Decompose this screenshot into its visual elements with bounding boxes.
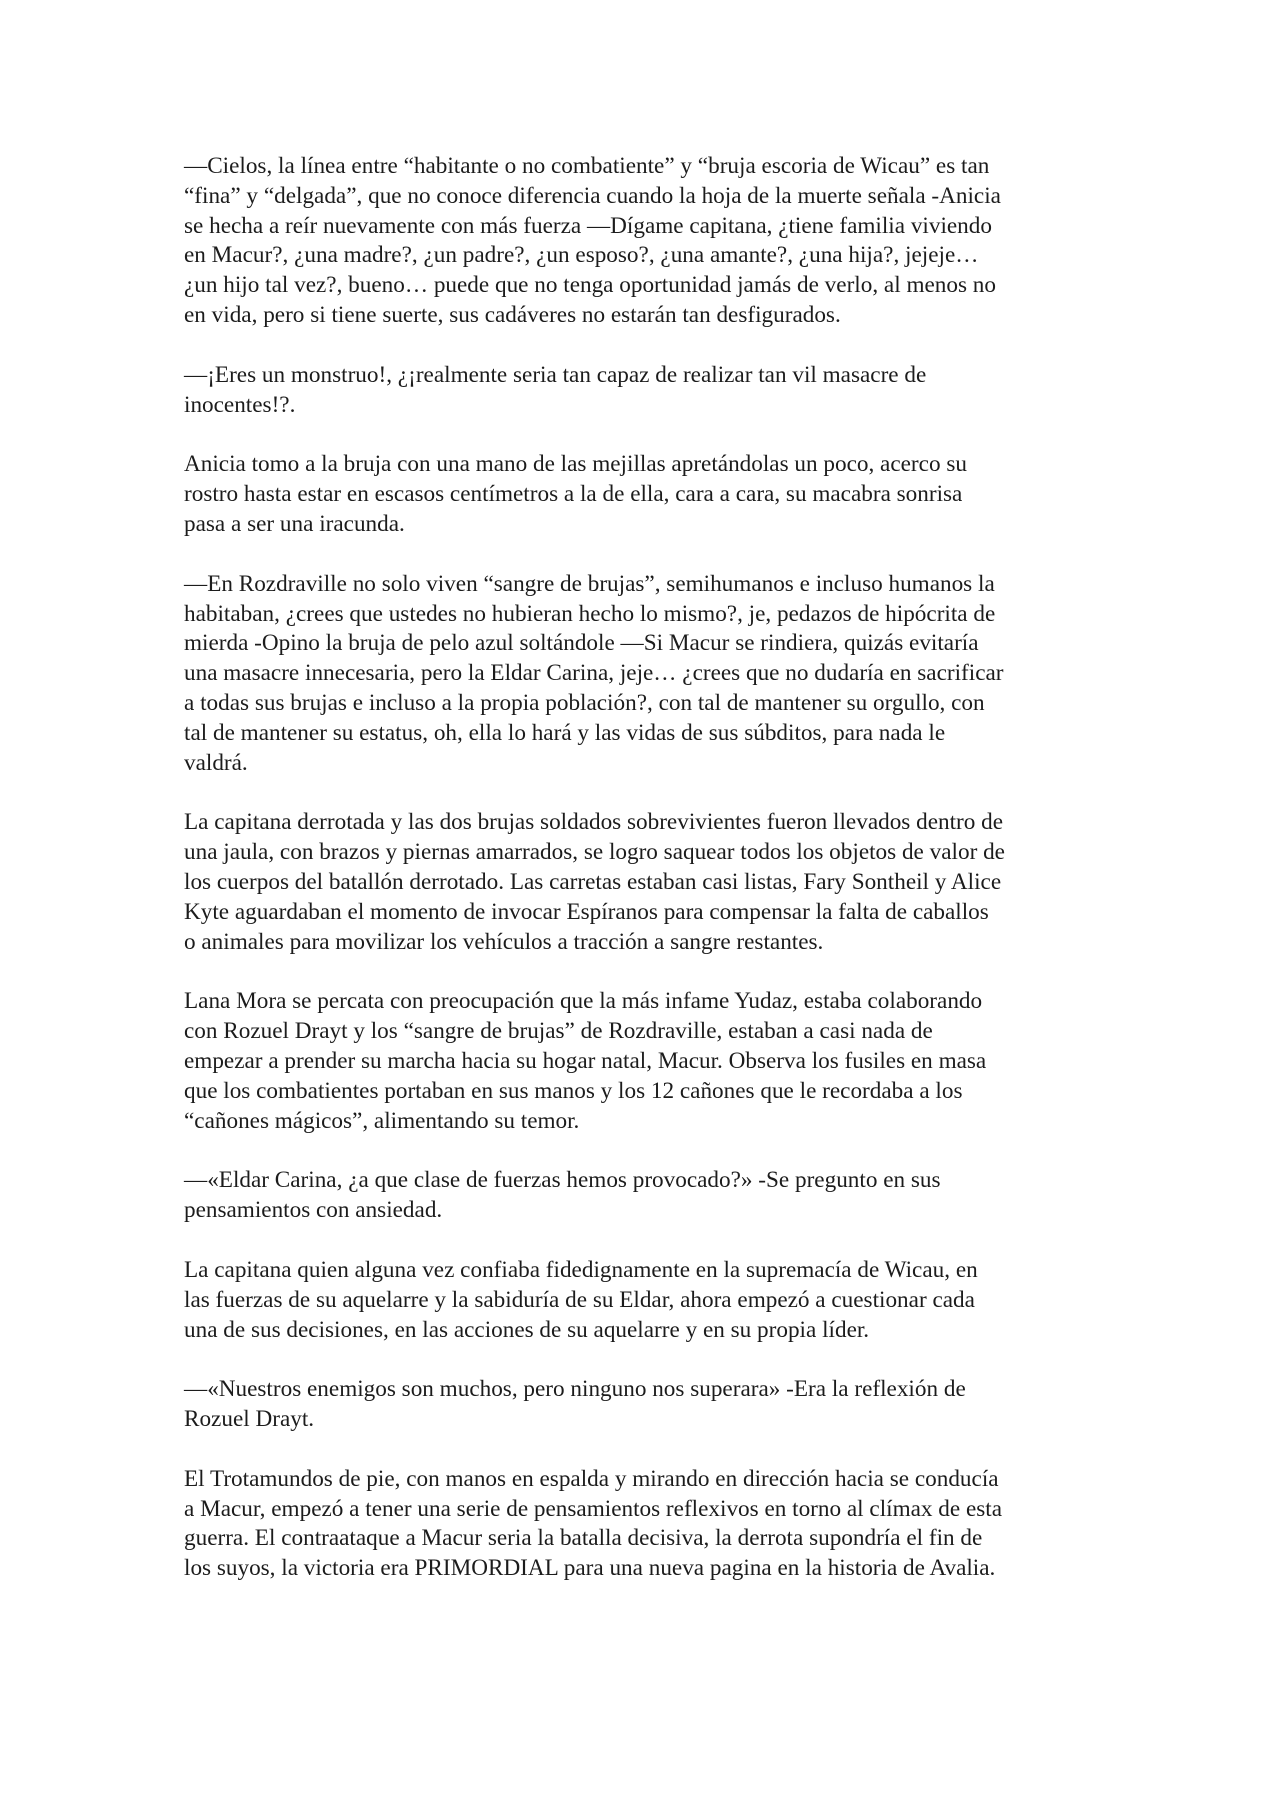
- paragraph-10: El Trotamundos de pie, con manos en espalda y mirando en dirección hacia se conducía a Macur, empezó a tener una serie de pensamientos reflexivos en torno al clímax de esta guerra. El contraataque a Macur seria la batalla decisiva, la derrota supondría el fin de los suyos, la victoria era PRIMORDIAL para una nueva pagina en la historia de Avalia.: [184, 1465, 1003, 1582]
- paragraph-1: —Cielos, la línea entre “habitante o no combatiente” y “bruja escoria de Wicau” es tan “fina” y “delgada”, que no conoce diferencia cuando la hoja de la muerte señala -Anicia se hecha a reír nuevamente con más fuerza —Dígame capitana, ¿tiene familia viviendo en Macur?, ¿una madre?, ¿un padre?, ¿un esposo?, ¿una amante?, ¿una hija?, jejeje… ¿un hijo tal vez?, bueno… puede que no tenga oportunidad jamás de verlo, al menos no en vida, pero si tiene suerte, sus cadáveres no estarán tan desfigurados.: [184, 153, 1001, 328]
- paragraph-4: —En Rozdraville no solo viven “sangre de brujas”, semihumanos e incluso humanos la habitaban, ¿crees que ustedes no hubieran hecho lo mismo?, je, pedazos de hipócrita de mierda -Opino la bruja de pelo azul soltándole —Si Macur se rindiera, quizás evitaría una masacre innecesaria, pero la Eldar Carina, jeje… ¿crees que no dudaría en sacrificar a todas sus brujas e incluso a la propia población?, con tal de mantener su orgullo, con tal de mantener su estatus, oh, ella lo hará y las vidas de sus súbditos, para nada le valdrá.: [184, 570, 1004, 776]
- paragraph-3: Anicia tomo a la bruja con una mano de las mejillas apretándolas un poco, acerco su rostro hasta estar en escasos centímetros a la de ella, cara a cara, su macabra sonrisa pasa a ser una iracunda.: [184, 451, 967, 537]
- paragraph-2: —¡Eres un monstruo!, ¿¡realmente seria tan capaz de realizar tan vil masacre de inocentes!?.: [184, 361, 927, 418]
- paragraph-6: Lana Mora se percata con preocupación que la más infame Yudaz, estaba colaborando con Rozuel Drayt y los “sangre de brujas” de Rozdraville, estaban a casi nada de empezar a prender su marcha hacia su hogar natal, Macur. Observa los fusiles en masa que los combatientes portaban en sus manos y los 12 cañones que le recordaba a los “cañones mágicos”, alimentando su temor.: [184, 988, 987, 1134]
- paragraph-9: —«Nuestros enemigos son muchos, pero ninguno nos superara» -Era la reflexión de Rozuel Drayt.: [184, 1376, 966, 1433]
- paragraph-7: —«Eldar Carina, ¿a que clase de fuerzas hemos provocado?» -Se pregunto en sus pensamientos con ansiedad.: [184, 1167, 941, 1224]
- paragraph-5: La capitana derrotada y las dos brujas soldados sobrevivientes fueron llevados dentro de una jaula, con brazos y piernas amarrados, se logro saquear todos los objetos de valor de los cuerpos del batallón derrotado. Las carretas estaban casi listas, Fary Sontheil y Alice Kyte aguardaban el momento de invocar Espíranos para compensar la falta de caballos o animales para movilizar los vehículos a tracción a sangre restantes.: [184, 809, 1005, 955]
- paragraph-8: La capitana quien alguna vez confiaba fidedignamente en la supremacía de Wicau, en las fuerzas de su aquelarre y la sabiduría de su Eldar, ahora empezó a cuestionar cada una de sus decisiones, en las acciones de su aquelarre y en su propia líder.: [184, 1256, 978, 1343]
- document-text-body: [184, 152, 1102, 1614]
